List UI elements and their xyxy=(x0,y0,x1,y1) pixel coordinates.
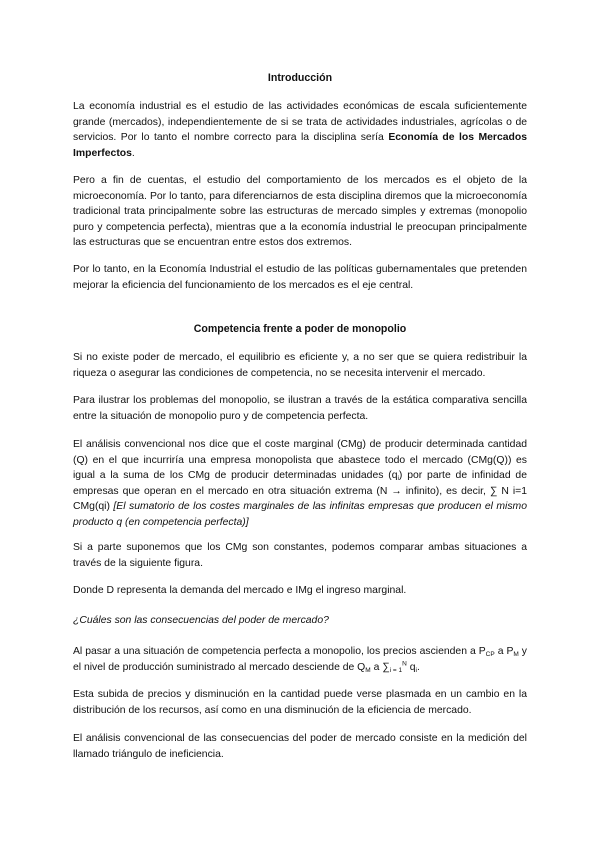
cmg-sub-i: i xyxy=(397,475,399,483)
intro-p1-end: . xyxy=(131,147,135,159)
cmg-italic-note: [El sumatorio de los costes marginales de las infinitas empresas que producen el mismo producto q (en competencia perfecta)] xyxy=(73,501,527,528)
p6-text-f: . xyxy=(416,661,420,673)
p6-sum-upper: N xyxy=(402,660,407,668)
cmg-text-a: El análisis convencional nos dice que el coste marginal (CMg) de producir determinada cantidad (Q) en el que incurriría una empresa monopolista que abastece todo el mercado (CMg(Q)) es igual a la suma de los CMg de producir determinadas unidades (q xyxy=(73,439,527,482)
competencia-paragraph-8: El análisis convencional de las consecuencias del poder de mercado consiste en la medición del llamado triángulo de ineficiencia. xyxy=(73,733,527,760)
competencia-paragraph-2: Para ilustrar los problemas del monopolio, se ilustran a través de la estática comparativa sencilla entre la situación de monopolio puro y de competencia perfecta. xyxy=(73,395,527,422)
p6-sum-lower: i = 1 xyxy=(389,666,403,674)
intro-paragraph-3: Por lo tanto, en la Economía Industrial el estudio de las políticas gubernamentales que pretenden mejorar la eficiencia del funcionamiento de los mercados es el eje central. xyxy=(73,264,527,291)
p6-sub-cp: CP xyxy=(485,651,495,658)
competencia-paragraph-3 xyxy=(73,437,527,531)
p6-sub-m: M xyxy=(513,651,519,658)
cmg-text-b: ) por parte de infinidad de empresas que operan en el mercado en otra situación extrema (N → infinito), es decir, ∑ N i=1 CMg(qi) xyxy=(73,470,527,513)
p6-text-b: a P xyxy=(494,646,514,657)
p6-text-d: a ∑ xyxy=(370,661,390,673)
intro-paragraph-1 xyxy=(73,99,527,161)
p6-text-c: y el nivel de producción suministrado al mercado desciende de Q xyxy=(73,646,527,673)
competencia-paragraph-1: Si no existe poder de mercado, el equilibrio es eficiente y, a no ser que se quiera redistribuir la riqueza o asegurar las condiciones de competencia, no se necesita intervenir el mercado. xyxy=(73,352,527,379)
competencia-paragraph-7: Esta subida de precios y disminución en la cantidad puede verse plasmada en un cambio en la distribución de los recursos, así como en una disminución de la eficiencia de mercado. xyxy=(73,689,527,716)
competencia-paragraph-6 xyxy=(73,644,527,675)
intro-heading: Introducción xyxy=(267,72,333,84)
intro-paragraph-2: Pero a fin de cuentas, el estudio del comportamiento de los mercados es el objeto de la microeconomía. Por lo tanto, para diferenciarnos de esta disciplina diremos que la microeconomía tradicional trata principalmente sobre las estructuras de mercado simples y extremas (monopolio puro y competencia perfecta), mientras que a la economía industrial le preocupan principalmente las estructuras que se encuentran entre estos dos extremos. xyxy=(73,175,527,249)
p6-sub-qi: i xyxy=(415,666,417,674)
p6-text-a: Al pasar a una situación de competencia perfecta a monopolio, los precios ascienden a P xyxy=(73,646,486,657)
question-heading: ¿Cuáles son las consecuencias del poder de mercado? xyxy=(73,615,329,626)
p6-sub-qm: M xyxy=(365,666,371,674)
p6-text-e: q xyxy=(406,661,416,673)
competencia-heading: Competencia frente a poder de monopolio xyxy=(193,323,407,335)
intro-p1-text: La economía industrial es el estudio de las actividades económicas de escala suficientemente grande (mercados), independientemente de si se trata de actividades industriales, agrícolas o de servicios. Por lo tanto el nombre correcto para la disciplina sería xyxy=(73,101,527,144)
intro-p1-bold: Economía de los Mercados Imperfectos xyxy=(73,132,527,159)
competencia-paragraph-4: Si a parte suponemos que los CMg son constantes, podemos comparar ambas situaciones a través de la siguiente figura. xyxy=(73,542,527,569)
competencia-paragraph-5: Donde D representa la demanda del mercado e IMg el ingreso marginal. xyxy=(73,585,407,596)
